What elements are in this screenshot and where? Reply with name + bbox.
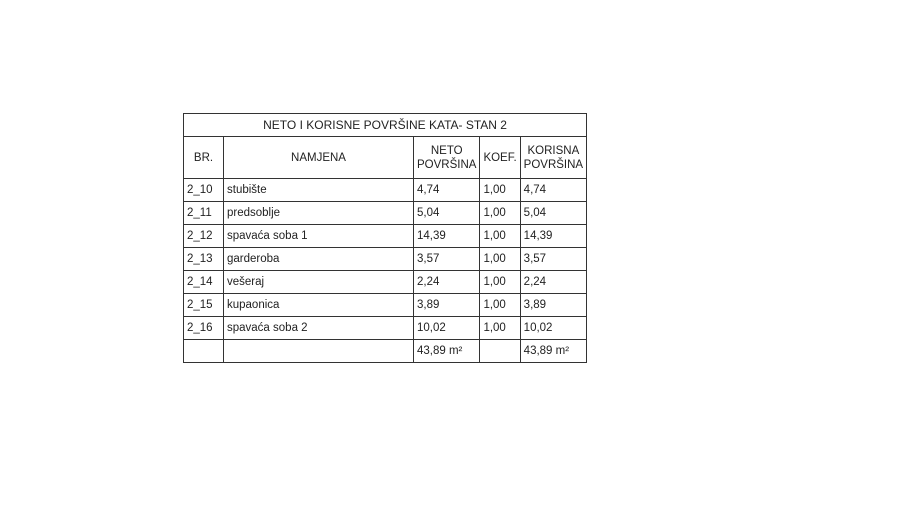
cell-namjena: spavaća soba 1 xyxy=(224,225,414,248)
header-korisna xyxy=(520,137,586,179)
cell-koef: 1,00 xyxy=(480,202,520,225)
totals-empty-br xyxy=(184,340,224,363)
cell-neto: 2,24 xyxy=(414,271,480,294)
cell-korisna: 3,57 xyxy=(520,248,586,271)
header-korisna-line2: POVRŠINA xyxy=(523,158,584,171)
cell-br: 2_14 xyxy=(184,271,224,294)
header-koef: KOEF. xyxy=(480,137,520,179)
cell-neto: 14,39 xyxy=(414,225,480,248)
table-row xyxy=(184,248,587,271)
header-neto-line1: NETO xyxy=(430,144,463,157)
header-namjena: NAMJENA xyxy=(224,137,414,179)
table-row xyxy=(184,294,587,317)
header-br: BR. xyxy=(184,137,224,179)
header-neto xyxy=(414,137,480,179)
table-header-row xyxy=(184,137,587,179)
total-korisna: 43,89 m² xyxy=(520,340,586,363)
cell-namjena: stubište xyxy=(224,179,414,202)
cell-namjena: predsoblje xyxy=(224,202,414,225)
cell-korisna: 4,74 xyxy=(520,179,586,202)
cell-korisna: 2,24 xyxy=(520,271,586,294)
cell-neto: 10,02 xyxy=(414,317,480,340)
cell-namjena: kupaonica xyxy=(224,294,414,317)
cell-neto: 3,57 xyxy=(414,248,480,271)
cell-koef: 1,00 xyxy=(480,317,520,340)
cell-koef: 1,00 xyxy=(480,225,520,248)
cell-br: 2_16 xyxy=(184,317,224,340)
table-row xyxy=(184,271,587,294)
header-neto-line2: POVRŠINA xyxy=(417,158,477,171)
cell-br: 2_10 xyxy=(184,179,224,202)
cell-br: 2_11 xyxy=(184,202,224,225)
cell-namjena: spavaća soba 2 xyxy=(224,317,414,340)
cell-koef: 1,00 xyxy=(480,179,520,202)
cell-br: 2_15 xyxy=(184,294,224,317)
area-table xyxy=(183,113,587,363)
cell-korisna: 3,89 xyxy=(520,294,586,317)
cell-neto: 3,89 xyxy=(414,294,480,317)
cell-namjena: garderoba xyxy=(224,248,414,271)
table-row xyxy=(184,225,587,248)
cell-br: 2_12 xyxy=(184,225,224,248)
totals-row xyxy=(184,340,587,363)
cell-koef: 1,00 xyxy=(480,271,520,294)
cell-neto: 4,74 xyxy=(414,179,480,202)
cell-koef: 1,00 xyxy=(480,248,520,271)
cell-br: 2_13 xyxy=(184,248,224,271)
table-title: NETO I KORISNE POVRŠINE KATA- STAN 2 xyxy=(184,114,587,137)
area-table-container xyxy=(183,113,587,363)
cell-korisna: 14,39 xyxy=(520,225,586,248)
table-title-row xyxy=(184,114,587,137)
totals-empty-namjena xyxy=(224,340,414,363)
total-neto: 43,89 m² xyxy=(414,340,480,363)
table-row xyxy=(184,179,587,202)
cell-korisna: 10,02 xyxy=(520,317,586,340)
cell-namjena: vešeraj xyxy=(224,271,414,294)
cell-korisna: 5,04 xyxy=(520,202,586,225)
table-row xyxy=(184,202,587,225)
totals-empty-koef xyxy=(480,340,520,363)
cell-neto: 5,04 xyxy=(414,202,480,225)
cell-koef: 1,00 xyxy=(480,294,520,317)
table-row xyxy=(184,317,587,340)
header-korisna-line1: KORISNA xyxy=(527,144,580,157)
